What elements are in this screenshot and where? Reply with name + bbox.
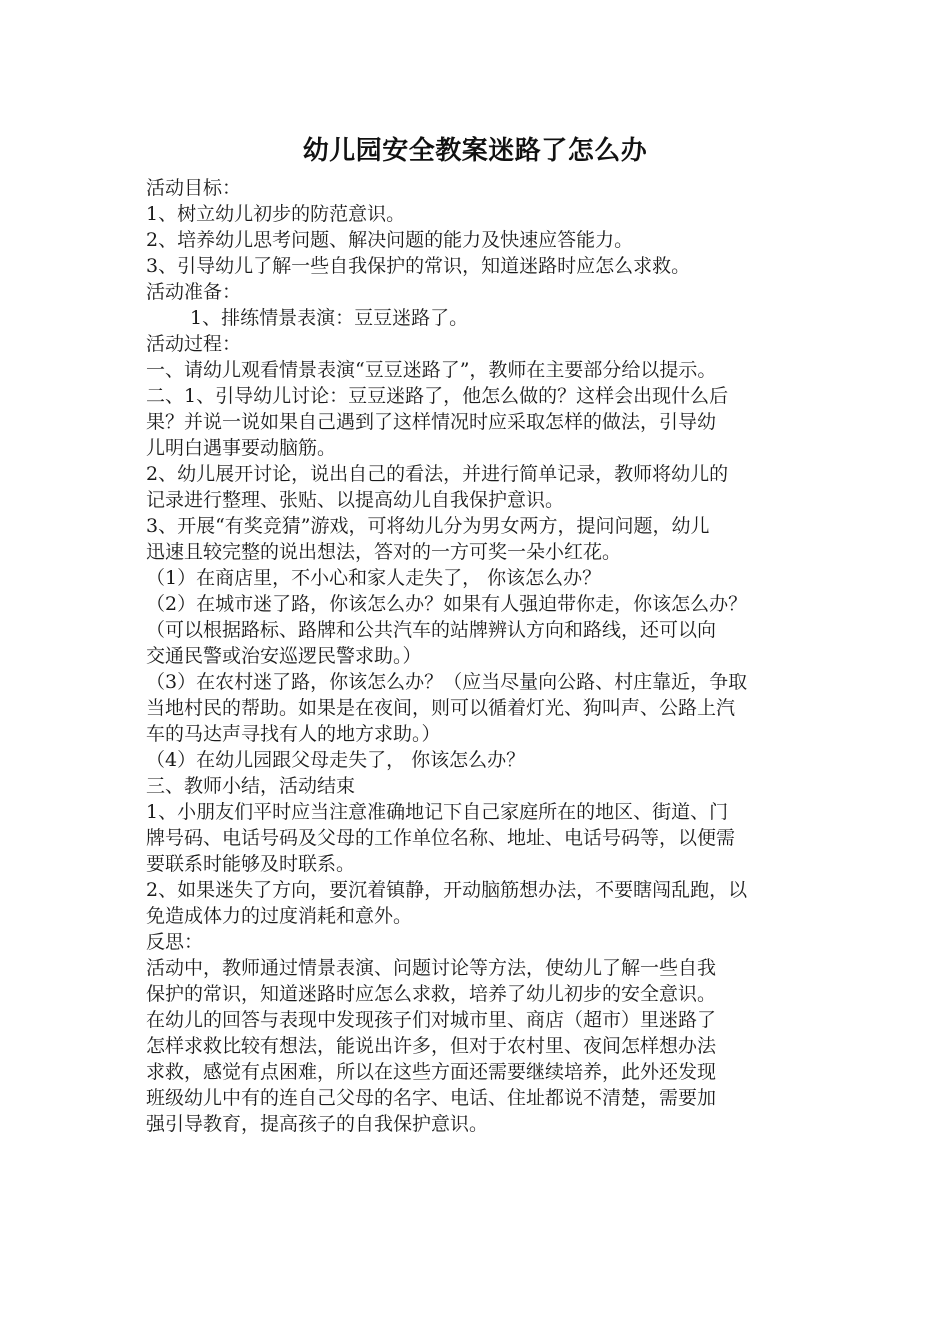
discussion-line-2: 记录进行整理、张贴、以提高幼儿自我保护意识。 (146, 489, 565, 511)
quiz-line-1: 3、开展“有奖竞猜”游戏，可将幼儿分为男女两方，提问问题，幼儿 (146, 515, 710, 537)
reflection-line-2: 保护的常识，知道迷路时应怎么求救，培养了幼儿初步的安全意识。 (146, 983, 717, 1005)
question-3-line-3: 车的马达声寻找有人的地方求助。） (146, 723, 441, 745)
question-3-line-2: 当地村民的帮助。如果是在夜间，则可以循着灯光、狗叫声、公路上汽 (146, 697, 736, 719)
preparation-1: 1、排练情景表演：豆豆迷路了。 (190, 307, 469, 329)
process-step-2-line-1: 二、1、引导幼儿讨论：豆豆迷路了，他怎么做的？这样会出现什么后 (146, 385, 729, 407)
question-4: （4）在幼儿园跟父母走失了， 你该怎么办？ (146, 749, 526, 771)
quiz-line-2: 迅速且较完整的说出想法，答对的一方可奖一朵小红花。 (146, 541, 622, 563)
reflection-line-4: 怎样求救比较有想法，能说出许多，但对于农村里、夜间怎样想办法 (146, 1035, 717, 1057)
process-step-2-line-3: 儿明白遇事要动脑筋。 (146, 437, 337, 459)
process-step-2-line-2: 果？并说一说如果自己遇到了这样情况时应采取怎样的做法，引导幼 (146, 411, 717, 433)
goal-1: 1、树立幼儿初步的防范意识。 (146, 203, 406, 225)
question-2: （2）在城市迷了路，你该怎么办？如果有人强迫带你走，你该怎么办？ (146, 593, 748, 615)
goal-3: 3、引导幼儿了解一些自我保护的常识，知道迷路时应怎么求救。 (146, 255, 691, 277)
discussion-line-1: 2、幼儿展开讨论，说出自己的看法，并进行简单记录，教师将幼儿的 (146, 463, 729, 485)
section-heading-reflection: 反思： (146, 931, 204, 953)
section-heading-goals: 活动目标： (146, 177, 242, 199)
goal-2: 2、培养幼儿思考问题、解决问题的能力及快速应答能力。 (146, 229, 634, 251)
reflection-line-3: 在幼儿的回答与表现中发现孩子们对城市里、商店（超市）里迷路了 (146, 1009, 717, 1031)
section-heading-summary: 三、教师小结，活动结束 (146, 775, 356, 797)
summary-1-line-1: 1、小朋友们平时应当注意准确地记下自己家庭所在的地区、街道、门 (146, 801, 729, 823)
section-heading-preparation: 活动准备： (146, 281, 242, 303)
reflection-line-7: 强引导教育，提高孩子的自我保护意识。 (146, 1113, 489, 1135)
reflection-line-6: 班级幼儿中有的连自己父母的名字、电话、住址都说不清楚，需要加 (146, 1087, 717, 1109)
reflection-line-1: 活动中，教师通过情景表演、问题讨论等方法，使幼儿了解一些自我 (146, 957, 717, 979)
reflection-line-5: 求救，感觉有点困难，所以在这些方面还需要继续培养，此外还发现 (146, 1061, 717, 1083)
document-title: 幼儿园安全教案迷路了怎么办 (302, 136, 648, 166)
answer-2-line-1: （可以根据路标、路牌和公共汽车的站牌辨认方向和路线，还可以向 (146, 619, 717, 641)
summary-2-line-1: 2、如果迷失了方向，要沉着镇静，开动脑筋想办法，不要瞎闯乱跑，以 (146, 879, 748, 901)
answer-2-line-2: 交通民警或治安巡逻民警求助。） (146, 645, 422, 667)
process-step-1: 一、请幼儿观看情景表演“豆豆迷路了”，教师在主要部分给以提示。 (146, 359, 717, 381)
document-body (146, 175, 818, 1137)
question-3-line-1: （3）在农村迷了路，你该怎么办？（应当尽量向公路、村庄靠近，争取 (146, 671, 748, 693)
section-heading-process: 活动过程： (146, 333, 242, 355)
summary-1-line-2: 牌号码、电话号码及父母的工作单位名称、地址、电话号码等，以便需 (146, 827, 736, 849)
summary-1-line-3: 要联系时能够及时联系。 (146, 853, 356, 875)
question-1: （1）在商店里，不小心和家人走失了， 你该怎么办？ (146, 567, 602, 589)
summary-2-line-2: 免造成体力的过度消耗和意外。 (146, 905, 413, 927)
